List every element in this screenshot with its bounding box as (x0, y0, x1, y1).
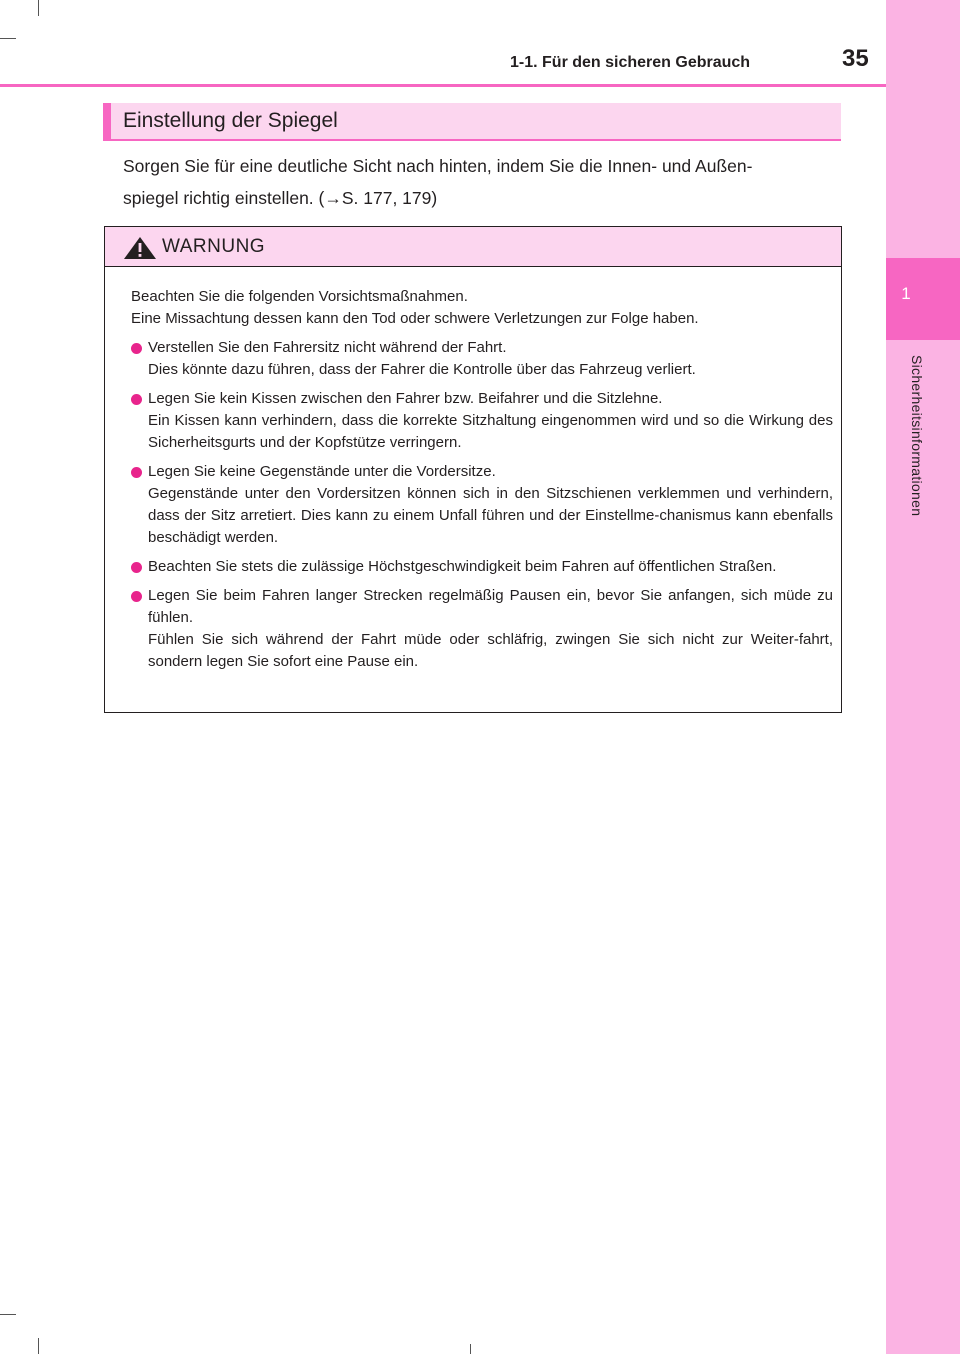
warning-item-text: Legen Sie keine Gegenstände unter die Vordersitze. (148, 463, 496, 480)
warning-intro: Eine Missachtung dessen kann den Tod oder schwere Verletzungen zur Folge haben. (131, 310, 699, 327)
warning-item (131, 337, 833, 381)
page-number: 35 (842, 45, 869, 72)
warning-item (131, 556, 833, 578)
warning-item (131, 388, 833, 454)
crop-mark (0, 38, 16, 39)
warning-item-text: Legen Sie beim Fahren langer Strecken regelmäßig Pausen ein, bevor Sie anfangen, sich müde zu fühlen. (148, 587, 833, 626)
section-title: Einstellung der Spiegel (123, 109, 338, 132)
warning-item (131, 585, 833, 673)
running-header: 1-1. Für den sicheren Gebrauch (510, 54, 751, 71)
warning-body (131, 286, 833, 673)
warning-intro: Beachten Sie die folgenden Vorsichtsmaßnahmen. (131, 288, 468, 305)
bullet-icon (131, 343, 142, 354)
bullet-icon (131, 562, 142, 573)
warning-triangle-icon (123, 236, 157, 260)
warning-title: WARNUNG (162, 236, 266, 257)
warning-box (104, 226, 842, 713)
crop-mark (38, 1338, 39, 1354)
crop-mark (38, 0, 39, 16)
section-intro-line: spiegel richtig einstellen. (→S. 177, 179) (123, 188, 438, 208)
side-tab (886, 0, 960, 1354)
chapter-label: Sicherheitsinformationen (909, 355, 925, 517)
section-title-bar (103, 103, 841, 141)
warning-item-text: Beachten Sie stets die zulässige Höchstgeschwindigkeit beim Fahren auf öffentlichen Straßen. (148, 558, 777, 575)
warning-header (105, 227, 841, 267)
crop-mark (0, 1314, 16, 1315)
bullet-icon (131, 394, 142, 405)
warning-item-text: Fühlen Sie sich während der Fahrt müde oder schläfrig, zwingen Sie sich nicht zur Weiter-fahrt, sondern legen Sie sofort eine Pause ein. (148, 631, 833, 670)
chapter-number: 1 (901, 284, 911, 303)
section-title-accent (103, 103, 111, 139)
crop-mark (470, 1344, 471, 1354)
warning-item-text: Verstellen Sie den Fahrersitz nicht während der Fahrt. (148, 339, 507, 356)
warning-item (131, 461, 833, 549)
warning-item-text: Ein Kissen kann verhindern, dass die korrekte Sitzhaltung eingenommen wird und so die Wirkung des Sicherheitsgurts und der Kopfstütze verringern. (148, 412, 833, 451)
bullet-icon (131, 467, 142, 478)
header-rule (0, 84, 886, 87)
bullet-icon (131, 591, 142, 602)
section-intro-line: Sorgen Sie für eine deutliche Sicht nach hinten, indem Sie die Innen- und Außen- (123, 156, 753, 176)
warning-item-text: Dies könnte dazu führen, dass der Fahrer die Kontrolle über das Fahrzeug verliert. (148, 361, 696, 378)
warning-item-text: Legen Sie kein Kissen zwischen den Fahrer bzw. Beifahrer und die Sitzlehne. (148, 390, 663, 407)
warning-item-text: Gegenstände unter den Vordersitzen können sich in den Sitzschienen verklemmen und verhindern, dass der Sitz arretiert. Dies kann zu einem Unfall führen und der Einstellme-chanismus kann ebenfalls beschädigt werden. (148, 485, 833, 546)
section-intro (123, 150, 839, 214)
